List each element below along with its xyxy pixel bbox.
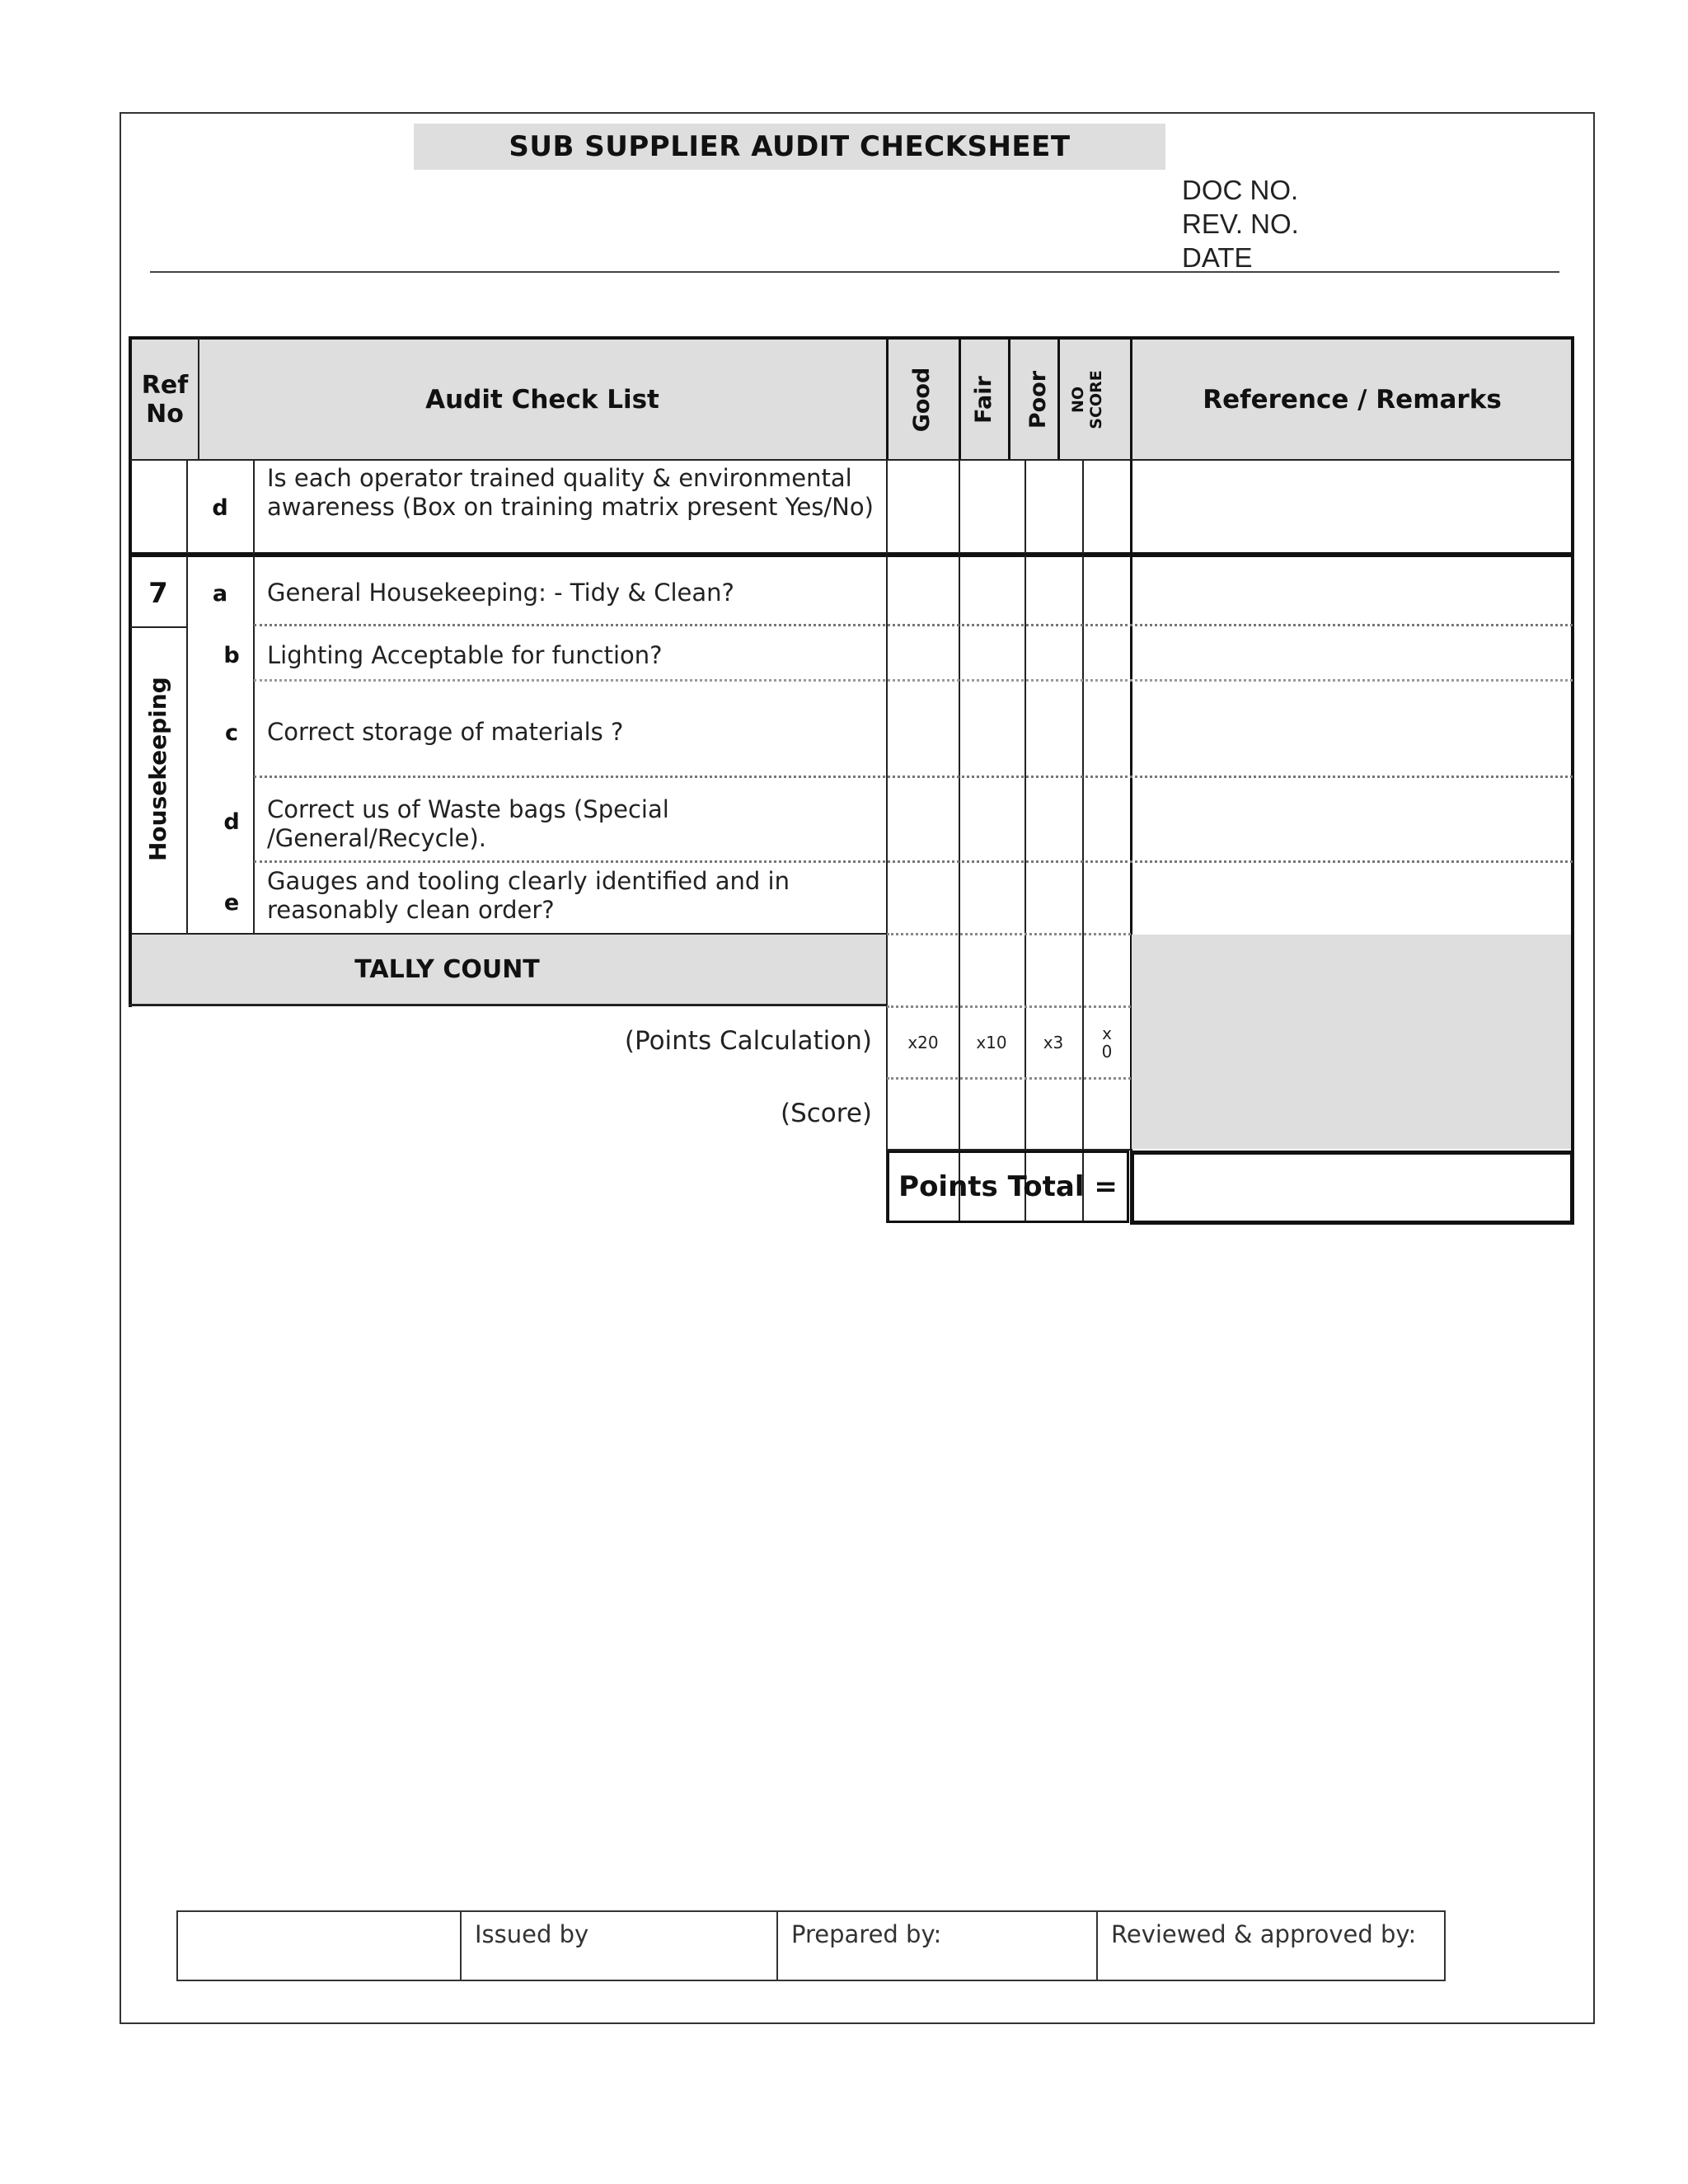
- score-row-sep-1: [887, 933, 1131, 935]
- item-d-sub: d: [223, 808, 240, 835]
- col-header-ref-no: Ref No: [141, 371, 189, 429]
- row-sep-ref: [130, 626, 186, 628]
- item-a-sub: a: [212, 580, 228, 607]
- item-b-sub: b: [223, 642, 240, 668]
- footer-reviewed-by: Reviewed & approved by:: [1096, 1910, 1446, 1981]
- row-sep-cd: [254, 776, 1573, 778]
- rev-no-label: REV. NO.: [1182, 209, 1299, 239]
- remarks-summary-block: [1132, 935, 1571, 1149]
- footer-issued-by: Issued by: [460, 1910, 778, 1981]
- points-calculation-label: (Points Calculation): [624, 1026, 872, 1056]
- document-title: SUB SUPPLIER AUDIT CHECKSHEET: [414, 124, 1165, 170]
- prev-sep-4: [959, 460, 960, 555]
- section-name: Housekeeping: [144, 677, 171, 861]
- item-e-sub: e: [223, 889, 240, 916]
- col-header-poor: Poor: [1025, 370, 1051, 429]
- item-d-text: Correct us of Waste bags (Special /General/Recycle).: [267, 795, 669, 852]
- multiplier-no-score: x 0: [1101, 1024, 1113, 1062]
- prev-row-sub-letter: d: [212, 494, 228, 521]
- row-sep-de: [254, 860, 1573, 863]
- col-header-audit-check-list: Audit Check List: [425, 385, 659, 415]
- tally-bottom: [129, 1004, 887, 1006]
- sec-sep-list: [886, 555, 888, 1223]
- prev-row-text: Is each operator trained quality & environmental awareness (Box on training matrix present Yes/No): [267, 464, 874, 521]
- col-header-remarks: Reference / Remarks: [1203, 385, 1502, 415]
- header-border: [129, 336, 1574, 555]
- prev-sep-5: [1025, 460, 1026, 555]
- multiplier-good: x20: [907, 1033, 939, 1052]
- score-row-sep-2: [887, 1005, 1131, 1008]
- item-a-text: General Housekeeping: - Tidy & Clean?: [267, 579, 734, 607]
- sec-sep-good: [959, 555, 960, 1223]
- col-header-good: Good: [909, 367, 935, 433]
- section-number: 7: [148, 577, 168, 610]
- col-header-fair: Fair: [971, 376, 996, 424]
- prev-sep-2: [253, 460, 255, 555]
- sec-sep-fair: [1025, 555, 1026, 1223]
- doc-no-label: DOC NO.: [1182, 175, 1299, 205]
- multiplier-poor: x3: [1043, 1033, 1064, 1052]
- hdr-sep-good: [959, 338, 961, 460]
- hdr-bottom: [130, 459, 1573, 461]
- multiplier-fair: x10: [976, 1033, 1007, 1052]
- sec-sep-right: [1571, 555, 1574, 1223]
- hdr-sep-poor: [1057, 338, 1060, 460]
- item-b-text: Lighting Acceptable for function?: [267, 641, 663, 669]
- doc-info: [1182, 173, 1299, 274]
- tally-count-label: TALLY COUNT: [132, 935, 886, 1004]
- item-c-sub: c: [224, 719, 238, 746]
- row-sep-bc: [254, 679, 1573, 682]
- row-sep-ab: [254, 624, 1573, 626]
- score-row-sep-3: [887, 1077, 1131, 1080]
- tally-left-border: [129, 933, 132, 1007]
- points-total-label: Points Total =: [887, 1151, 1129, 1223]
- hdr-sep-list: [886, 338, 889, 460]
- sec-sep-poor: [1082, 555, 1084, 1223]
- col-header-no-score: NO SCORE: [1069, 370, 1105, 429]
- date-label: DATE: [1182, 242, 1253, 273]
- prev-sep-6: [1082, 460, 1084, 555]
- header-rule: [150, 271, 1559, 273]
- item-c-text: Correct storage of materials ?: [267, 718, 624, 746]
- item-e-text: Gauges and tooling clearly identified and in reasonably clean order?: [267, 867, 790, 924]
- footer-prepared-by: Prepared by:: [776, 1910, 1098, 1981]
- points-total-value[interactable]: [1130, 1151, 1574, 1225]
- footer-blank-cell: [176, 1910, 462, 1981]
- hdr-sep-fair: [1008, 338, 1010, 460]
- score-label: (Score): [780, 1099, 872, 1128]
- prev-sep-3: [886, 460, 888, 555]
- prev-sep-7: [1130, 460, 1132, 555]
